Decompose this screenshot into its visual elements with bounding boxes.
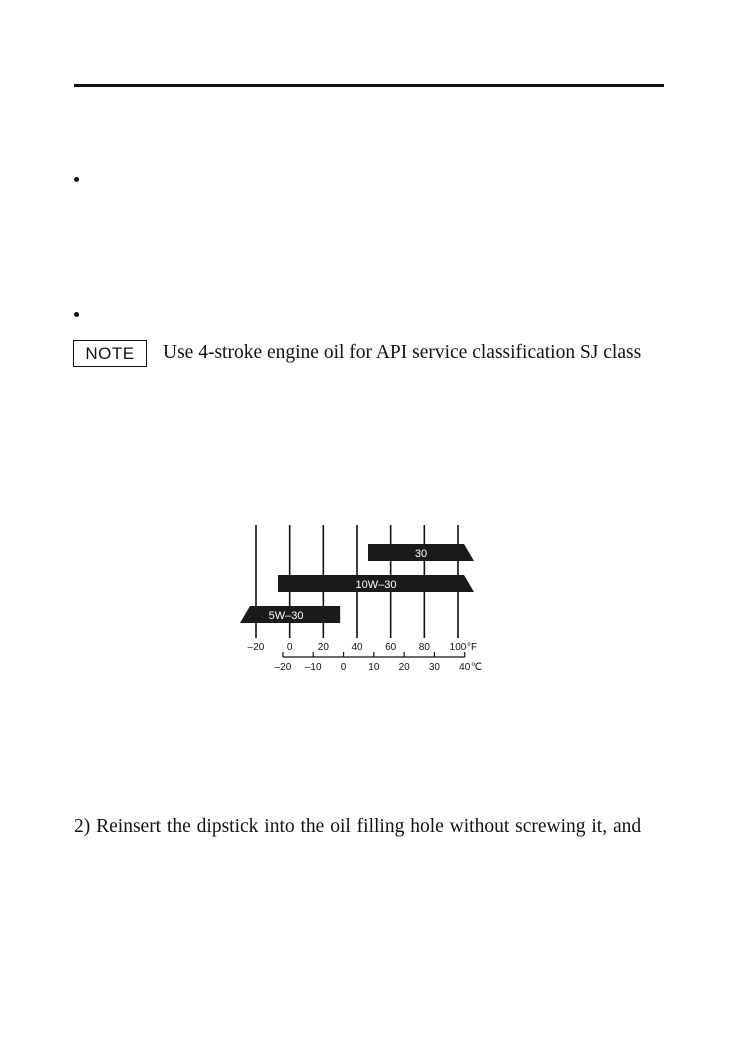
c-tick-label-4: 20 bbox=[398, 662, 410, 673]
bar-label-5w30: 5W–30 bbox=[268, 610, 304, 622]
note-label-box bbox=[73, 340, 147, 367]
c-unit-label: ℃ bbox=[470, 662, 482, 673]
bar-label-10w30: 10W–30 bbox=[355, 579, 397, 591]
step-2-text: 2) Reinsert the dipstick into the oil filling hole without screwing it, and bbox=[74, 816, 642, 837]
f-tick-label-4: 60 bbox=[385, 642, 397, 653]
note-text: Use 4-stroke engine oil for API service classification SJ class bbox=[163, 342, 642, 363]
f-tick-label-0: –20 bbox=[247, 642, 265, 653]
f-tick-label-3: 40 bbox=[351, 642, 363, 653]
f-tick-label-1: 0 bbox=[286, 642, 293, 653]
c-tick-label-1: –10 bbox=[304, 662, 322, 673]
bar-label-30: 30 bbox=[414, 548, 428, 560]
note-label: NOTE bbox=[85, 343, 135, 363]
f-tick-label-6: 100 bbox=[449, 642, 467, 653]
f-tick-label-2: 20 bbox=[317, 642, 329, 653]
oil-viscosity-chart-svg bbox=[236, 520, 486, 680]
f-unit-label: °F bbox=[467, 642, 478, 653]
bullet-marker-1 bbox=[74, 177, 79, 182]
c-tick-label-6: 40 bbox=[459, 662, 471, 673]
header-rule bbox=[74, 84, 664, 87]
oil-viscosity-chart bbox=[236, 520, 486, 680]
c-tick-label-2: 0 bbox=[340, 662, 347, 673]
c-tick-label-0: –20 bbox=[274, 662, 292, 673]
f-tick-label-5: 80 bbox=[418, 642, 430, 653]
c-tick-label-5: 30 bbox=[428, 662, 440, 673]
c-tick-label-3: 10 bbox=[368, 662, 380, 673]
bullet-marker-2 bbox=[74, 312, 79, 317]
